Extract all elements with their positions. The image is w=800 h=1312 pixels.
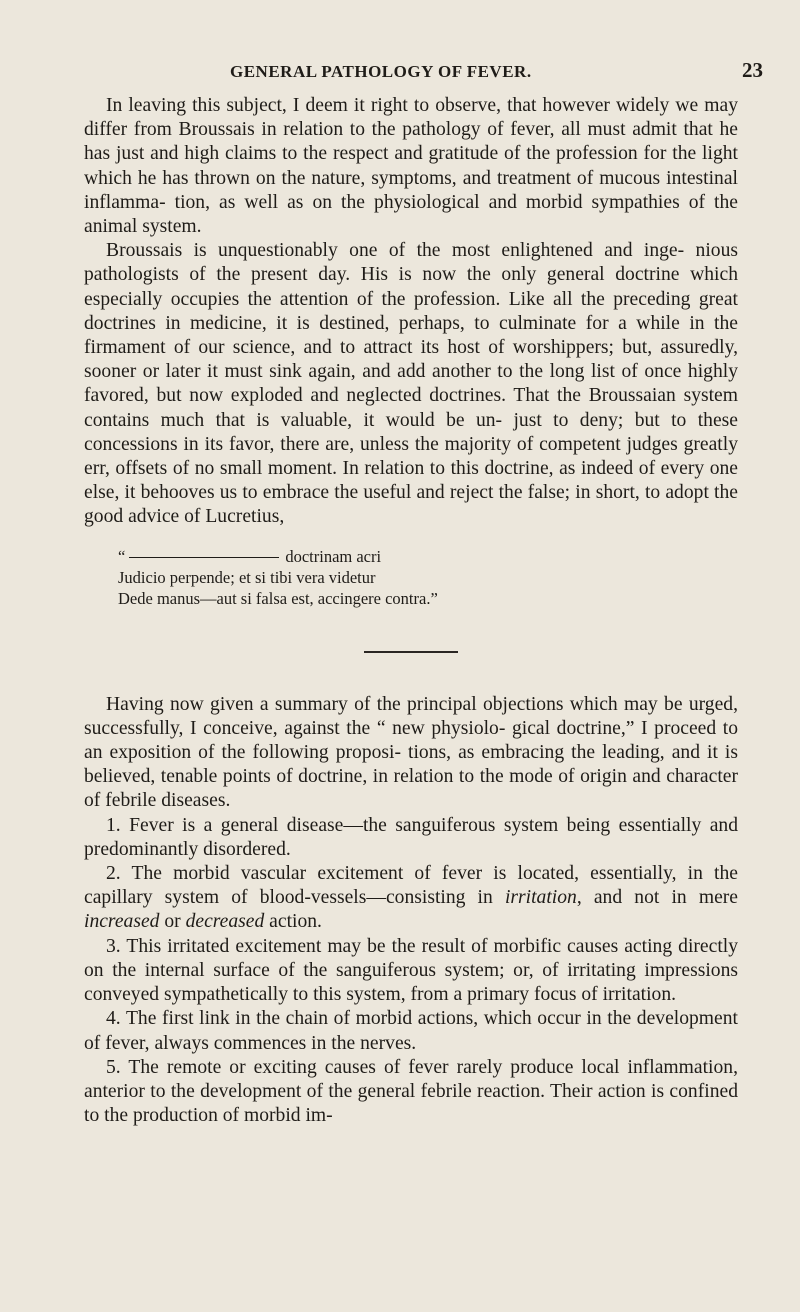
latin-quotation xyxy=(118,546,738,609)
quote-dash-rule xyxy=(129,557,279,558)
emphasis: decreased xyxy=(185,911,265,933)
quote-line-3: Dede manus—aut si falsa est, accingere contra.” xyxy=(118,588,438,608)
proposition-2 xyxy=(84,862,738,935)
proposition-4: 4. The first link in the chain of morbid actions, which occur in the development of fever, always commences in the nerves. xyxy=(84,1008,738,1054)
text: 2. The morbid vascular excitement of fever is located, essentially, in the capillary system of blood-vessels—consisting in xyxy=(84,863,738,909)
emphasis: increased xyxy=(84,911,160,933)
propositions xyxy=(84,693,738,1129)
section-intro: Having now given a summary of the principal objections which may be urged, successfully, I conceive, against the “ new physiolo- gical doctrine,” I proceed to an exposition of the following proposi- tions, as embracing the leading, and it is believed, tenable points of doctrine, in relation to the mode of origin and character of febrile diseases. xyxy=(84,693,738,812)
quote-line-1: doctrinam acri xyxy=(285,546,382,566)
quote-line-2: Judicio perpende; et si tibi vera videtur xyxy=(118,567,376,587)
text: , and not in mere xyxy=(576,887,738,909)
proposition-1: 1. Fever is a general disease—the sanguiferous system being essentially and predominantly disordered. xyxy=(84,814,738,860)
proposition-5: 5. The remote or exciting causes of fever rarely produce local inflammation, anterior to the development of the general febrile reaction. Their action is confined to the production of morbid im- xyxy=(84,1056,738,1127)
emphasis: irritation xyxy=(504,887,577,909)
running-head xyxy=(0,58,800,88)
text: action. xyxy=(264,911,322,933)
proposition-3: 3. This irritated excitement may be the result of morbific causes acting directly on the internal surface of the sanguiferous system; or, of irritating impressions conveyed sympathetically to this system, from a primary focus of irritation. xyxy=(84,935,738,1006)
running-title: GENERAL PATHOLOGY OF FEVER. xyxy=(230,62,532,81)
section-divider xyxy=(364,651,458,653)
quote-open-mark: “ xyxy=(118,546,126,566)
paragraph: Broussais is unquestionably one of the most enlightened and inge- nious pathologists of the present day. His is now the only general doctrine which especially occupies the attention of the profession. Like all the preceding great doctrines in medicine, it is destined, perhaps, to culminate for a while in the firmament of our science, and to attract its host of worshippers; but, assuredly, sooner or later it must sink again, and add another to the long list of once highly favored, but now exploded and neglected doctrines. That the Broussaian system contains much that is valuable, it would be un- just to deny; but to these concessions in its favor, there are, unless the majority of competent judges greatly err, offsets of no small moment. In relation to this doctrine, as indeed of every one else, it behooves us to embrace the useful and reject the false; in short, to adopt the good advice of Lucretius, xyxy=(84,240,738,528)
page-number: 23 xyxy=(742,58,763,82)
paragraph: In leaving this subject, I deem it right to observe, that however widely we may differ from Broussais in relation to the pathology of fever, all must admit that he has just and high claims to the respect and gratitude of the profession for the light which he has thrown on the nature, symptoms, and treatment of mucous intestinal inflamma- tion, as well as on the physiological and morbid sympathies of the animal system. xyxy=(84,95,738,238)
body-text xyxy=(84,94,738,1128)
quote-line xyxy=(118,546,738,567)
text: or xyxy=(159,911,186,933)
